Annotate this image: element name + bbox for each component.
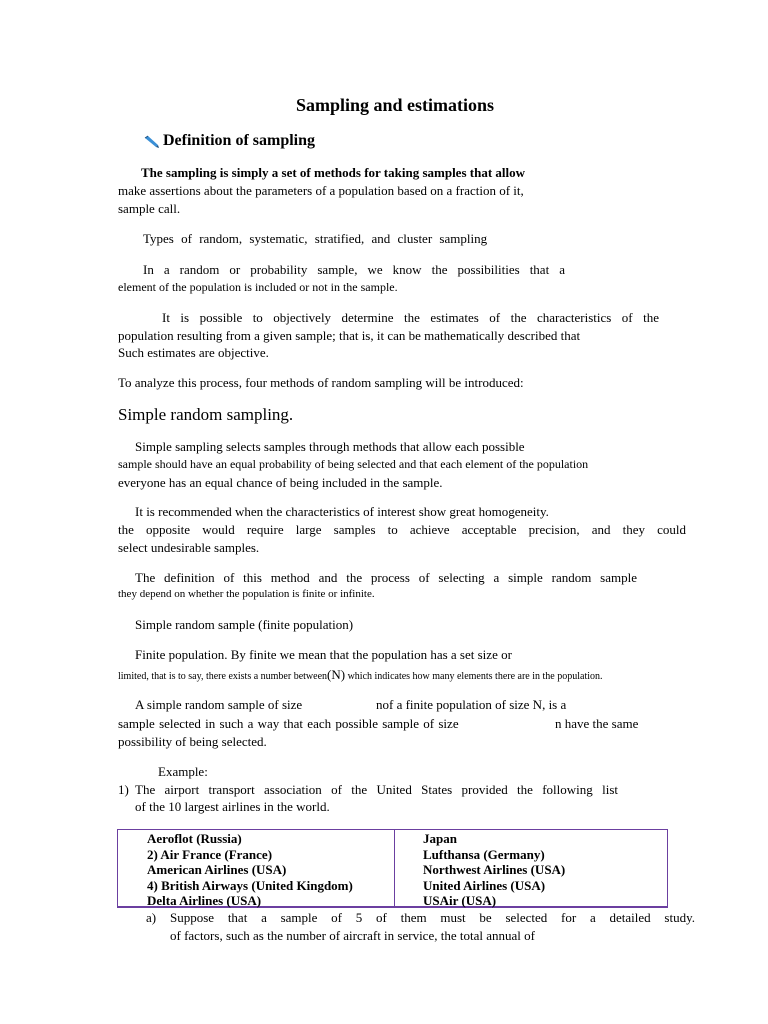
paragraph-line: everyone has an equal chance of being included in the sample. bbox=[118, 475, 443, 490]
table-cell: USAir (USA) bbox=[423, 893, 497, 908]
airlines-table bbox=[117, 829, 668, 908]
page-title: Sampling and estimations bbox=[295, 95, 495, 115]
paragraph-line: population resulting from a given sample; that is, it can be mathematically described that bbox=[118, 328, 581, 343]
table-cell: 4) British Airways (United Kingdom) bbox=[147, 877, 353, 893]
paragraph-line: It is recommended when the characteristics of interest show great homogeneity. bbox=[135, 504, 549, 519]
table-cell: Northwest Airlines (USA) bbox=[423, 862, 566, 877]
paragraph-line: select undesirable samples. bbox=[118, 540, 260, 555]
list-number: 1) bbox=[118, 782, 129, 797]
paragraph-line: The definition of this method and the process of selecting a simple random sample bbox=[135, 570, 637, 585]
table-cell: 2) Air France (France) bbox=[147, 846, 273, 862]
paragraph-line: make assertions about the parameters of a population based on a fraction of it, bbox=[118, 183, 524, 198]
subsection-heading-finite: Simple random sample (finite population) bbox=[135, 617, 354, 632]
table-column-left bbox=[147, 831, 353, 909]
paragraph-line: To analyze this process, four methods of random sampling will be introduced: bbox=[118, 375, 524, 390]
paragraph-line: It is possible to objectively determine the estimates of the characteristics of the bbox=[162, 310, 659, 325]
paragraph-line: sample should have an equal probability of being selected and that each element of the population bbox=[118, 457, 589, 471]
table-column-right bbox=[423, 831, 565, 909]
paragraph-line: Finite population. By finite we mean that the population has a set size or bbox=[135, 647, 512, 662]
list-item-text: of the 10 largest airlines in the world. bbox=[135, 799, 330, 814]
table-divider bbox=[394, 830, 395, 906]
table-cell: Lufthansa (Germany) bbox=[423, 846, 545, 862]
paragraph-line: The sampling is simply a set of methods for taking samples that allow bbox=[141, 165, 526, 180]
example-label: Example: bbox=[158, 764, 208, 779]
table-cell: Delta Airlines (USA) bbox=[147, 893, 262, 908]
paragraph-line: A simple random sample of size bbox=[135, 697, 303, 712]
paragraph-line: Simple sampling selects samples through methods that allow each possible bbox=[135, 439, 525, 454]
paragraph-line: In a random or probability sample, we know the possibilities that a bbox=[143, 262, 565, 277]
paragraph-text: which indicates how many elements there are in the population. bbox=[347, 671, 603, 682]
paragraph-line: sample call. bbox=[118, 201, 181, 216]
list-item-text: The airport transport association of the United States provided the following list bbox=[135, 782, 618, 797]
list-item-text: Suppose that a sample of 5 of them must be selected for a detailed study. bbox=[170, 910, 695, 925]
paragraph-line: sample selected in such a way that each possible sample of size bbox=[118, 716, 459, 731]
paragraph-line: element of the population is included or not in the sample. bbox=[118, 280, 398, 294]
table-cell: American Airlines (USA) bbox=[147, 862, 287, 877]
types-line: Types of random, systematic, stratified, and cluster sampling bbox=[143, 231, 488, 246]
table-cell: Japan bbox=[423, 831, 457, 846]
paragraph-line: n have the same bbox=[555, 716, 639, 731]
paragraph-line: Such estimates are objective. bbox=[118, 345, 269, 360]
table-cell: Aeroflot (Russia) bbox=[147, 831, 242, 846]
list-letter: a) bbox=[146, 910, 157, 925]
table-cell: United Airlines (USA) bbox=[423, 877, 546, 893]
paragraph-text: of a finite population of size N, is a bbox=[382, 697, 567, 712]
paragraph-text: limited, that is to say, there exists a number between bbox=[118, 671, 328, 682]
list-item-text: of factors, such as the number of aircraft in service, the total annual of bbox=[170, 928, 535, 943]
symbol-n: n bbox=[376, 697, 383, 712]
pencil-icon bbox=[143, 135, 160, 149]
paragraph-line: the opposite would require large samples to achieve acceptable precision, and they could bbox=[118, 522, 686, 537]
paragraph-line: possibility of being selected. bbox=[118, 734, 267, 749]
section-heading-definition: Definition of sampling bbox=[163, 132, 316, 149]
symbol-n-upper: (N) bbox=[327, 667, 346, 682]
paragraph-line: they depend on whether the population is finite or infinite. bbox=[118, 588, 375, 600]
section-heading-simple-random: Simple random sampling. bbox=[118, 405, 294, 424]
